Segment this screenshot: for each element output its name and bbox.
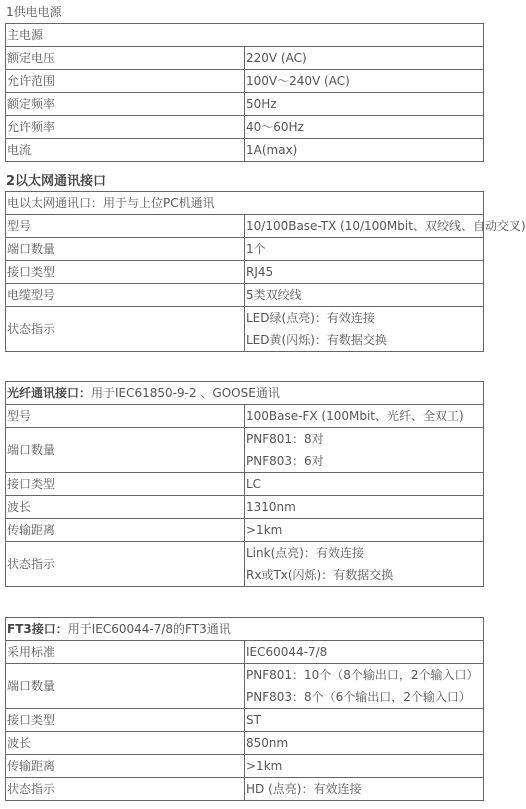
spec-value (245, 238, 484, 261)
spec-value (245, 307, 484, 352)
table-row (6, 755, 484, 778)
optical-header-text: 用于IEC61850-9-2 、GOOSE通讯 (91, 386, 280, 400)
table-header-row (6, 192, 484, 215)
spec-label: 接口类型 (6, 709, 245, 732)
spec-label: 接口类型 (6, 261, 245, 284)
spec-value (245, 641, 484, 664)
spec-value-line: PNF801：8对 (246, 432, 324, 446)
ft3-spec-table (5, 617, 484, 801)
spec-label: 状态指示 (6, 307, 245, 352)
spec-value-line: 850nm (246, 736, 289, 750)
spec-label: 型号 (6, 405, 245, 428)
spec-value-line: PNF803：8个（6个输出口，2个输入口） (246, 690, 471, 704)
optical-spec-table (5, 381, 484, 587)
spec-value (245, 709, 484, 732)
spec-label: 接口类型 (6, 473, 245, 496)
spec-label: 额定电压 (6, 47, 245, 70)
ft3-header-text: 用于IEC60044-7/8的FT3通讯 (67, 622, 231, 636)
spec-label: 波长 (6, 496, 245, 519)
ft3-header-bold: FT3接口： (7, 622, 68, 636)
table-row (6, 542, 484, 587)
table-row (6, 641, 484, 664)
spec-value-line: 1310nm (246, 500, 296, 514)
spec-label: 端口数量 (6, 428, 245, 473)
table-row (6, 519, 484, 542)
power-table-header: 主电源 (6, 24, 484, 47)
table-row (6, 709, 484, 732)
ethernet-section-heading: 2以太网通讯接口 (6, 174, 107, 189)
spec-label: 波长 (6, 732, 245, 755)
spec-label: 电流 (6, 139, 245, 162)
table-row (6, 116, 484, 139)
spec-value (245, 405, 484, 428)
spec-label: 额定频率 (6, 93, 245, 116)
spec-value-line: >1km (246, 759, 283, 773)
table-row (6, 215, 484, 238)
spec-value-line: >1km (246, 523, 283, 537)
spec-value (245, 664, 484, 709)
table-row (6, 473, 484, 496)
spec-value (245, 215, 526, 238)
spec-value (245, 284, 484, 307)
ethernet-rows (6, 215, 526, 352)
spec-value-line: 10/100Base-TX (10/100Mbit、双绞线、自动交叉) (246, 219, 526, 233)
spec-value (245, 755, 484, 778)
spec-value (245, 139, 484, 162)
ft3-rows (6, 641, 484, 801)
spec-value-line: 100Base-FX (100Mbit、光纤、全双工) (246, 409, 464, 423)
spec-label: 状态指示 (6, 542, 245, 587)
table-row (6, 778, 484, 801)
table-row (6, 47, 484, 70)
spec-value-line: Link(点亮)：有效连接 (246, 546, 364, 560)
table-row (6, 405, 484, 428)
table-header-row (6, 618, 484, 641)
spec-label: 端口数量 (6, 238, 245, 261)
table-row (6, 261, 484, 284)
spec-label: 传输距离 (6, 519, 245, 542)
table-row (6, 664, 484, 709)
spec-value-line: 1A(max) (246, 143, 298, 157)
spec-value-line: 220V (AC) (246, 51, 307, 65)
spec-label: 允许范围 (6, 70, 245, 93)
spec-value (245, 519, 484, 542)
spec-label: 允许频率 (6, 116, 245, 139)
spec-value-line: IEC60044-7/8 (246, 645, 328, 659)
table-row (6, 496, 484, 519)
spec-label: 型号 (6, 215, 245, 238)
spec-value-line: RJ45 (246, 265, 274, 279)
spec-value-line: HD (点亮)：有效连接 (246, 782, 362, 796)
optical-header-bold: 光纤通讯接口： (7, 386, 92, 400)
spec-label: 采用标准 (6, 641, 245, 664)
spec-value (245, 428, 484, 473)
spec-value (245, 93, 484, 116)
power-spec-table (5, 23, 484, 162)
table-row (6, 284, 484, 307)
spec-value-line: 100V～240V (AC) (246, 74, 350, 88)
spec-label: 状态指示 (6, 778, 245, 801)
table-header-row (6, 382, 484, 405)
ethernet-spec-table (5, 191, 526, 352)
table-row (6, 307, 484, 352)
spec-value (245, 778, 484, 801)
power-rows (6, 47, 484, 162)
spec-value (245, 542, 484, 587)
spec-value-line: LED黄(闪烁)：有数据交换 (246, 333, 387, 347)
spec-value-line: 5类双绞线 (246, 288, 302, 302)
spec-value (245, 473, 484, 496)
spec-value-line: LC (246, 477, 262, 491)
table-row (6, 238, 484, 261)
spec-value-line: ST (246, 713, 261, 727)
spec-value-line: 1个 (246, 242, 266, 256)
ft3-table-header (6, 618, 484, 641)
spec-value (245, 116, 484, 139)
spec-value-line: 40～60Hz (246, 120, 304, 134)
page-title: 1供电电源 (6, 5, 62, 19)
spec-value-line: PNF803：6对 (246, 454, 324, 468)
table-row (6, 93, 484, 116)
spec-value (245, 496, 484, 519)
ethernet-table-header: 电以太网通讯口：用于与上位PC机通讯 (6, 192, 484, 215)
spec-label: 端口数量 (6, 664, 245, 709)
spec-value-line: 50Hz (246, 97, 277, 111)
table-row (6, 70, 484, 93)
optical-table-header (6, 382, 484, 405)
spec-value (245, 70, 484, 93)
optical-rows (6, 405, 484, 587)
table-row (6, 428, 484, 473)
spec-value (245, 47, 484, 70)
spec-value-line: PNF801：10个（8个输出口，2个输入口） (246, 668, 479, 682)
table-row (6, 139, 484, 162)
table-row (6, 732, 484, 755)
spec-value-line: LED绿(点亮)：有效连接 (246, 311, 375, 325)
spec-label: 传输距离 (6, 755, 245, 778)
spec-value (245, 732, 484, 755)
spec-value-line: Rx或Tx(闪烁)：有数据交换 (246, 568, 394, 582)
spec-label: 电缆型号 (6, 284, 245, 307)
table-header-row (6, 24, 484, 47)
spec-value (245, 261, 484, 284)
